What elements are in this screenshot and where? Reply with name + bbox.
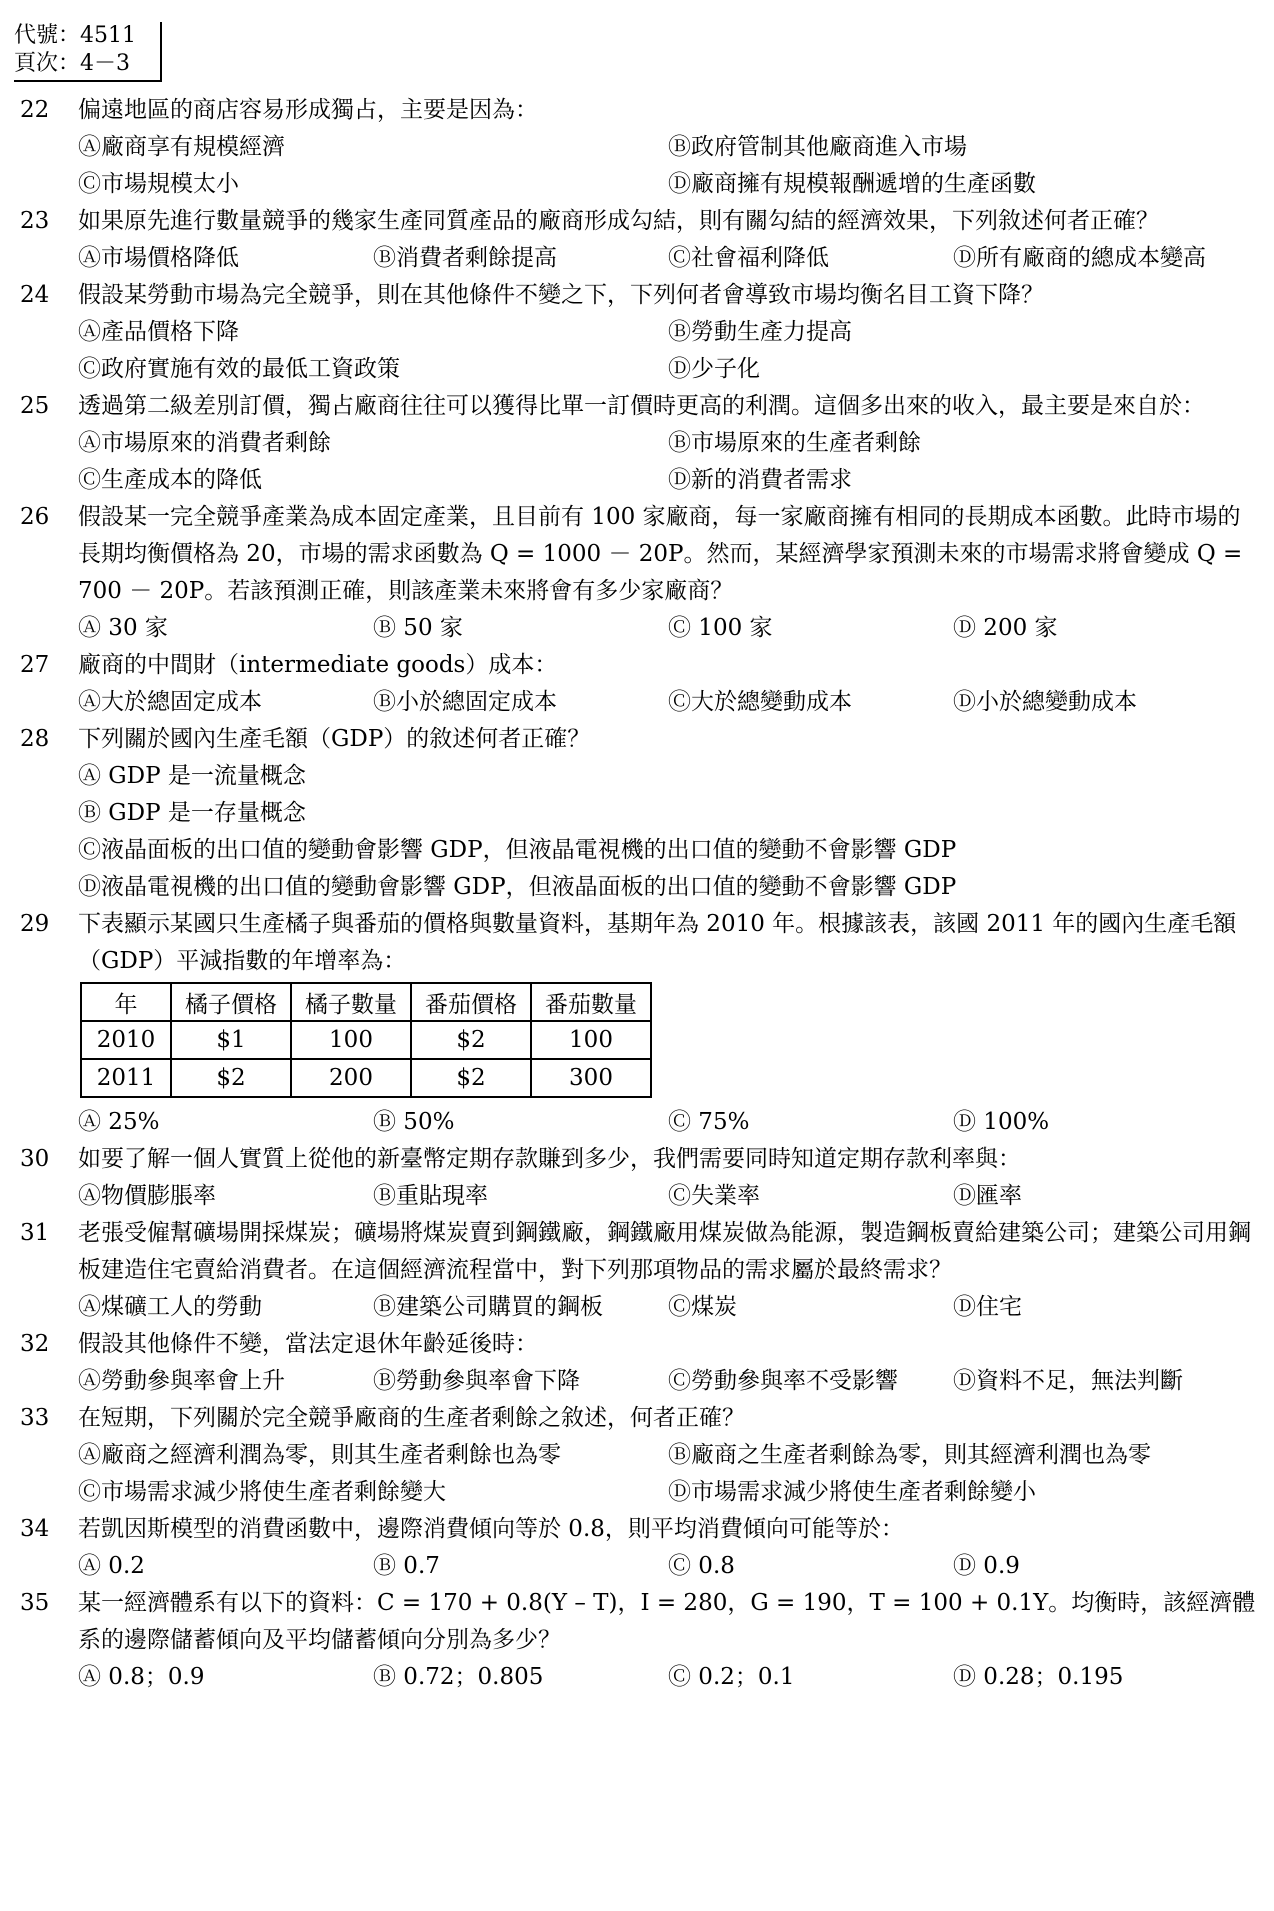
option-b: Ⓑ市場原來的生產者剩餘	[668, 430, 921, 456]
option-b: Ⓑ建築公司購買的鋼板	[373, 1294, 603, 1320]
option-d: Ⓓ 200 家	[953, 615, 1058, 641]
answer-options	[14, 1437, 1259, 1511]
question-text: 假設其他條件不變，當法定退休年齡延後時：	[78, 1331, 538, 1357]
option-d: Ⓓ匯率	[953, 1183, 1022, 1209]
question-number: 23	[20, 208, 50, 234]
option-d: Ⓓ資料不足，無法判斷	[953, 1368, 1183, 1394]
question-text: 如果原先進行數量競爭的幾家生產同質產品的廠商形成勾結，則有關勾結的經濟效果，下列敘述何者正確？	[78, 208, 1159, 234]
option-d: Ⓓ少子化	[668, 356, 760, 382]
question-26	[14, 499, 1259, 647]
option-b: Ⓑ小於總固定成本	[373, 689, 557, 715]
question-number: 27	[20, 652, 50, 678]
answer-options	[14, 1659, 1259, 1696]
table-cell: 100	[291, 1021, 411, 1059]
price-quantity-table	[80, 982, 652, 1098]
question-stem	[14, 499, 1259, 610]
table-cell: 200	[291, 1059, 411, 1097]
option-a: Ⓐ 30 家	[78, 615, 168, 641]
answer-options	[14, 240, 1259, 277]
question-stem	[14, 92, 1259, 129]
question-number: 25	[20, 393, 50, 419]
option-d: Ⓓ 0.28；0.195	[953, 1664, 1124, 1690]
table-header-cell: 年	[81, 983, 171, 1021]
option-c: Ⓒ市場需求減少將使生產者剩餘變大	[78, 1479, 446, 1505]
option-c: Ⓒ失業率	[668, 1183, 760, 1209]
question-text: 老張受僱幫礦場開採煤炭；礦場將煤炭賣到鋼鐵廠，鋼鐵廠用煤炭做為能源，製造鋼板賣給建築公司；建築公司用鋼板建造住宅賣給消費者。在這個經濟流程當中，對下列那項物品的需求屬於最終需求？	[78, 1220, 1251, 1283]
table-cell: 100	[531, 1021, 651, 1059]
question-stem	[14, 1215, 1259, 1289]
option-c: Ⓒ 75%	[668, 1109, 750, 1135]
question-text: 下表顯示某國只生產橘子與番茄的價格與數量資料，基期年為 2010 年。根據該表，該國 2011 年的國內生產毛額（GDP）平減指數的年增率為：	[78, 911, 1237, 974]
question-34	[14, 1511, 1259, 1585]
table-cell: $2	[411, 1021, 531, 1059]
question-text: 下列關於國內生產毛額（GDP）的敘述何者正確？	[78, 726, 591, 752]
question-stem	[14, 1585, 1259, 1659]
option-a: Ⓐ大於總固定成本	[78, 689, 262, 715]
answer-options	[14, 314, 1259, 388]
question-stem	[14, 906, 1259, 980]
question-number: 33	[20, 1405, 50, 1431]
question-text: 廠商的中間財（intermediate goods）成本：	[78, 652, 558, 678]
option-d: Ⓓ市場需求減少將使生產者剩餘變小	[668, 1479, 1036, 1505]
question-stem	[14, 388, 1259, 425]
table-cell: 2011	[81, 1059, 171, 1097]
table-header-row	[81, 983, 651, 1021]
option-d: Ⓓ廠商擁有規模報酬遞增的生產函數	[668, 171, 1036, 197]
question-text: 在短期，下列關於完全競爭廠商的生產者剩餘之敘述，何者正確？	[78, 1405, 745, 1431]
table-row	[81, 1059, 651, 1097]
option-d: Ⓓ小於總變動成本	[953, 689, 1137, 715]
table-header-cell: 番茄價格	[411, 983, 531, 1021]
question-text: 某一經濟體系有以下的資料：C = 170 + 0.8(Y – T)，I = 280，G = 190，T = 100 + 0.1Y。均衡時，該經濟體系的邊際儲蓄傾向及平均儲蓄傾向分別為多少？	[78, 1590, 1256, 1653]
option-a: Ⓐ物價膨脹率	[78, 1183, 216, 1209]
question-stem	[14, 721, 1259, 758]
question-28	[14, 721, 1259, 906]
answer-options	[14, 1363, 1259, 1400]
question-stem	[14, 277, 1259, 314]
option-d: Ⓓ液晶電視機的出口值的變動會影響 GDP，但液晶面板的出口值的變動不會影響 GDP	[78, 874, 957, 900]
option-d: Ⓓ 0.9	[953, 1553, 1020, 1579]
option-c: Ⓒ煤炭	[668, 1294, 737, 1320]
question-number: 28	[20, 726, 50, 752]
option-a: Ⓐ 0.8；0.9	[78, 1664, 205, 1690]
question-22	[14, 92, 1259, 203]
answer-options	[14, 610, 1259, 647]
option-c: Ⓒ社會福利降低	[668, 245, 829, 271]
option-c: Ⓒ 0.8	[668, 1553, 735, 1579]
question-text: 透過第二級差別訂價，獨占廠商往往可以獲得比單一訂價時更高的利潤。這個多出來的收入，最主要是來自於：	[78, 393, 1205, 419]
question-stem	[14, 647, 1259, 684]
table-cell: $2	[411, 1059, 531, 1097]
option-a: Ⓐ廠商享有規模經濟	[78, 134, 285, 160]
table-header-cell: 橘子價格	[171, 983, 291, 1021]
answer-options	[14, 425, 1259, 499]
option-c: Ⓒ市場規模太小	[78, 171, 239, 197]
question-23	[14, 203, 1259, 277]
answer-options	[14, 129, 1259, 203]
option-a: Ⓐ勞動參與率會上升	[78, 1368, 285, 1394]
question-stem	[14, 1141, 1259, 1178]
question-35	[14, 1585, 1259, 1696]
question-29	[14, 906, 1259, 1141]
option-b: Ⓑ消費者剩餘提高	[373, 245, 557, 271]
question-list	[14, 92, 1259, 1696]
answer-options	[14, 1289, 1259, 1326]
option-b: Ⓑ 50%	[373, 1109, 455, 1135]
table-cell: 2010	[81, 1021, 171, 1059]
option-a: Ⓐ廠商之經濟利潤為零，則其生產者剩餘也為零	[78, 1442, 561, 1468]
question-stem	[14, 1326, 1259, 1363]
option-c: Ⓒ 100 家	[668, 615, 773, 641]
question-number: 22	[20, 97, 50, 123]
question-number: 30	[20, 1146, 50, 1172]
question-number: 24	[20, 282, 50, 308]
option-b: Ⓑ GDP 是一存量概念	[78, 800, 306, 826]
option-d: Ⓓ 100%	[953, 1109, 1050, 1135]
question-number: 32	[20, 1331, 50, 1357]
option-a: Ⓐ 0.2	[78, 1553, 145, 1579]
table-header-cell: 番茄數量	[531, 983, 651, 1021]
question-stem	[14, 1511, 1259, 1548]
question-27	[14, 647, 1259, 721]
table-header-cell: 橘子數量	[291, 983, 411, 1021]
option-d: Ⓓ新的消費者需求	[668, 467, 852, 493]
option-c: Ⓒ生產成本的降低	[78, 467, 262, 493]
question-text: 假設某勞動市場為完全競爭，則在其他條件不變之下，下列何者會導致市場均衡名目工資下降？	[78, 282, 1044, 308]
option-b: Ⓑ勞動生產力提高	[668, 319, 852, 345]
option-b: Ⓑ 50 家	[373, 615, 463, 641]
question-30	[14, 1141, 1259, 1215]
option-c: Ⓒ勞動參與率不受影響	[668, 1368, 898, 1394]
question-24	[14, 277, 1259, 388]
page-number: 頁次：4－3	[14, 51, 130, 76]
question-number: 34	[20, 1516, 50, 1542]
option-c: Ⓒ政府實施有效的最低工資政策	[78, 356, 400, 382]
option-c: Ⓒ 0.2；0.1	[668, 1664, 795, 1690]
option-a: Ⓐ 25%	[78, 1109, 160, 1135]
option-d: Ⓓ所有廠商的總成本變高	[953, 245, 1206, 271]
option-b: Ⓑ勞動參與率會下降	[373, 1368, 580, 1394]
option-a: Ⓐ市場原來的消費者剩餘	[78, 430, 331, 456]
option-a: Ⓐ產品價格下降	[78, 319, 239, 345]
option-b: Ⓑ 0.7	[373, 1553, 440, 1579]
question-stem	[14, 1400, 1259, 1437]
option-a: Ⓐ煤礦工人的勞動	[78, 1294, 262, 1320]
answer-options	[14, 1178, 1259, 1215]
table-cell: $2	[171, 1059, 291, 1097]
question-text: 若凱因斯模型的消費函數中，邊際消費傾向等於 0.8，則平均消費傾向可能等於：	[78, 1516, 904, 1542]
table-cell: $1	[171, 1021, 291, 1059]
question-33	[14, 1400, 1259, 1511]
answer-options	[14, 758, 1259, 906]
option-b: Ⓑ 0.72；0.805	[373, 1664, 544, 1690]
option-c: Ⓒ大於總變動成本	[668, 689, 852, 715]
table-cell: 300	[531, 1059, 651, 1097]
option-a: Ⓐ市場價格降低	[78, 245, 239, 271]
question-25	[14, 388, 1259, 499]
option-d: Ⓓ住宅	[953, 1294, 1022, 1320]
exam-code: 代號：4511	[14, 23, 136, 48]
option-a: Ⓐ GDP 是一流量概念	[78, 763, 306, 789]
option-b: Ⓑ廠商之生產者剩餘為零，則其經濟利潤也為零	[668, 1442, 1151, 1468]
question-text: 偏遠地區的商店容易形成獨占，主要是因為：	[78, 97, 538, 123]
question-stem	[14, 203, 1259, 240]
question-31	[14, 1215, 1259, 1326]
option-c: Ⓒ液晶面板的出口值的變動會影響 GDP，但液晶電視機的出口值的變動不會影響 GDP	[78, 837, 957, 863]
question-text: 假設某一完全競爭產業為成本固定產業，且目前有 100 家廠商，每一家廠商擁有相同的長期成本函數。此時市場的長期均衡價格為 20，市場的需求函數為 Q = 1000 － 20P。然而，某經濟學家預測未來的市場需求將會變成 Q = 700 － 20P。若該預測正確，則該產業未來將會有多少家廠商？	[78, 504, 1243, 604]
option-b: Ⓑ政府管制其他廠商進入市場	[668, 134, 967, 160]
answer-options	[14, 1104, 1259, 1141]
question-number: 31	[20, 1220, 50, 1246]
answer-options	[14, 1548, 1259, 1585]
table-row	[81, 1021, 651, 1059]
question-text: 如要了解一個人實質上從他的新臺幣定期存款賺到多少，我們需要同時知道定期存款利率與：	[78, 1146, 1021, 1172]
question-number: 29	[20, 911, 50, 937]
question-32	[14, 1326, 1259, 1400]
option-b: Ⓑ重貼現率	[373, 1183, 488, 1209]
question-number: 26	[20, 504, 50, 530]
answer-options	[14, 684, 1259, 721]
exam-header	[14, 22, 162, 82]
question-number: 35	[20, 1590, 50, 1616]
